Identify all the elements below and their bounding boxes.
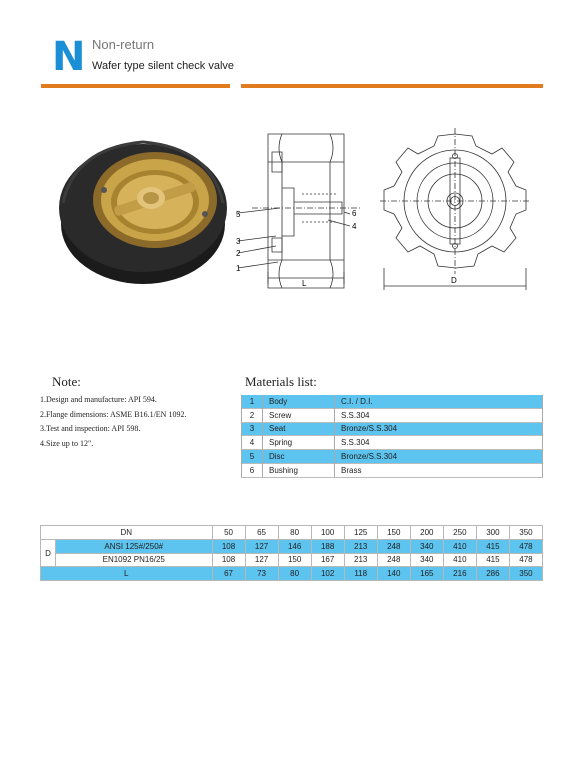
callout-5: 5 — [236, 210, 241, 219]
dn-cell: 100 — [311, 526, 344, 540]
side-section-drawing — [232, 128, 372, 293]
dim-label-d: D — [451, 276, 457, 285]
material-value: Bronze/S.S.304 — [335, 422, 543, 436]
materials-row — [242, 436, 543, 450]
callout-2: 2 — [236, 249, 241, 258]
note-item: 4.Size up to 12". — [40, 438, 94, 448]
material-value: Bronze/S.S.304 — [335, 450, 543, 464]
materials-row — [242, 408, 543, 422]
ansi-cell: 213 — [344, 539, 377, 553]
material-value: S.S.304 — [335, 408, 543, 422]
material-no: 1 — [242, 395, 263, 408]
dn-cell: 150 — [377, 526, 410, 540]
material-value: S.S.304 — [335, 436, 543, 450]
dn-cell: 300 — [476, 526, 509, 540]
front-view-drawing — [380, 128, 530, 293]
l-cell: 80 — [278, 567, 311, 581]
accent-bar-right — [241, 84, 543, 88]
materials-row — [242, 450, 543, 464]
dn-cell: 125 — [344, 526, 377, 540]
note-item: 1.Design and manufacture: API 594. — [40, 395, 157, 404]
ansi-cell: 188 — [311, 539, 344, 553]
notes-list — [40, 393, 186, 451]
ansi-cell: 410 — [443, 539, 476, 553]
materials-title: Materials list: — [245, 374, 317, 389]
ansi-cell: 108 — [212, 539, 245, 553]
l-header: L — [41, 567, 213, 581]
l-cell: 67 — [212, 567, 245, 581]
material-part: Disc — [263, 450, 335, 464]
ansi-cell: 340 — [410, 539, 443, 553]
l-cell: 118 — [344, 567, 377, 581]
l-cell: 140 — [377, 567, 410, 581]
material-part: Spring — [263, 436, 335, 450]
materials-table — [241, 395, 543, 478]
ansi-cell: 146 — [278, 539, 311, 553]
valve-photo — [55, 128, 230, 288]
materials-row — [242, 395, 543, 408]
material-part: Bushing — [263, 463, 335, 477]
category-title: Non-return — [92, 37, 155, 52]
l-cell: 350 — [509, 567, 542, 581]
ansi-cell: 127 — [245, 539, 278, 553]
material-no: 5 — [242, 450, 263, 464]
materials-row — [242, 422, 543, 436]
en-cell: 478 — [509, 553, 542, 567]
notes-title: Note: — [52, 374, 81, 389]
ansi-header: ANSI 125#/250# — [56, 539, 213, 553]
en-cell: 150 — [278, 553, 311, 567]
dim-label-l: L — [302, 279, 307, 288]
dn-cell: 350 — [509, 526, 542, 540]
l-row — [41, 567, 543, 581]
d-header: D — [41, 539, 56, 567]
l-cell: 165 — [410, 567, 443, 581]
dn-row — [41, 526, 543, 540]
material-part: Seat — [263, 422, 335, 436]
accent-bar-left — [41, 84, 230, 88]
callout-6: 6 — [352, 209, 357, 218]
ansi-cell: 248 — [377, 539, 410, 553]
note-item: 3.Test and inspection: API 598. — [40, 424, 141, 433]
dn-cell: 65 — [245, 526, 278, 540]
material-no: 3 — [242, 422, 263, 436]
en-header: EN1092 PN16/25 — [56, 553, 213, 567]
material-no: 2 — [242, 408, 263, 422]
l-cell: 286 — [476, 567, 509, 581]
en-cell: 108 — [212, 553, 245, 567]
ansi-cell: 478 — [509, 539, 542, 553]
callout-4: 4 — [352, 222, 357, 231]
dn-cell: 80 — [278, 526, 311, 540]
material-value: C.I. / D.I. — [335, 395, 543, 408]
en-cell: 127 — [245, 553, 278, 567]
product-name: Wafer type silent check valve — [92, 60, 235, 72]
callout-1: 1 — [236, 264, 241, 273]
dimensions-table — [40, 525, 543, 581]
en-cell: 248 — [377, 553, 410, 567]
en-cell: 415 — [476, 553, 509, 567]
dn-header: DN — [41, 526, 213, 540]
dn-cell: 200 — [410, 526, 443, 540]
material-part: Screw — [263, 408, 335, 422]
l-cell: 73 — [245, 567, 278, 581]
en-cell: 213 — [344, 553, 377, 567]
en-row — [41, 553, 543, 567]
en-cell: 410 — [443, 553, 476, 567]
material-no: 6 — [242, 463, 263, 477]
l-cell: 216 — [443, 567, 476, 581]
en-cell: 167 — [311, 553, 344, 567]
callout-3: 3 — [236, 237, 241, 246]
brand-logo-letter: N — [52, 34, 86, 80]
en-cell: 340 — [410, 553, 443, 567]
dn-cell: 50 — [212, 526, 245, 540]
ansi-cell: 415 — [476, 539, 509, 553]
materials-row — [242, 463, 543, 477]
material-no: 4 — [242, 436, 263, 450]
material-part: Body — [263, 395, 335, 408]
dn-cell: 250 — [443, 526, 476, 540]
ansi-row — [41, 539, 543, 553]
note-item: 2.Flange dimensions: ASME B16.1/EN 1092. — [40, 409, 187, 419]
l-cell: 102 — [311, 567, 344, 581]
material-value: Brass — [335, 463, 543, 477]
